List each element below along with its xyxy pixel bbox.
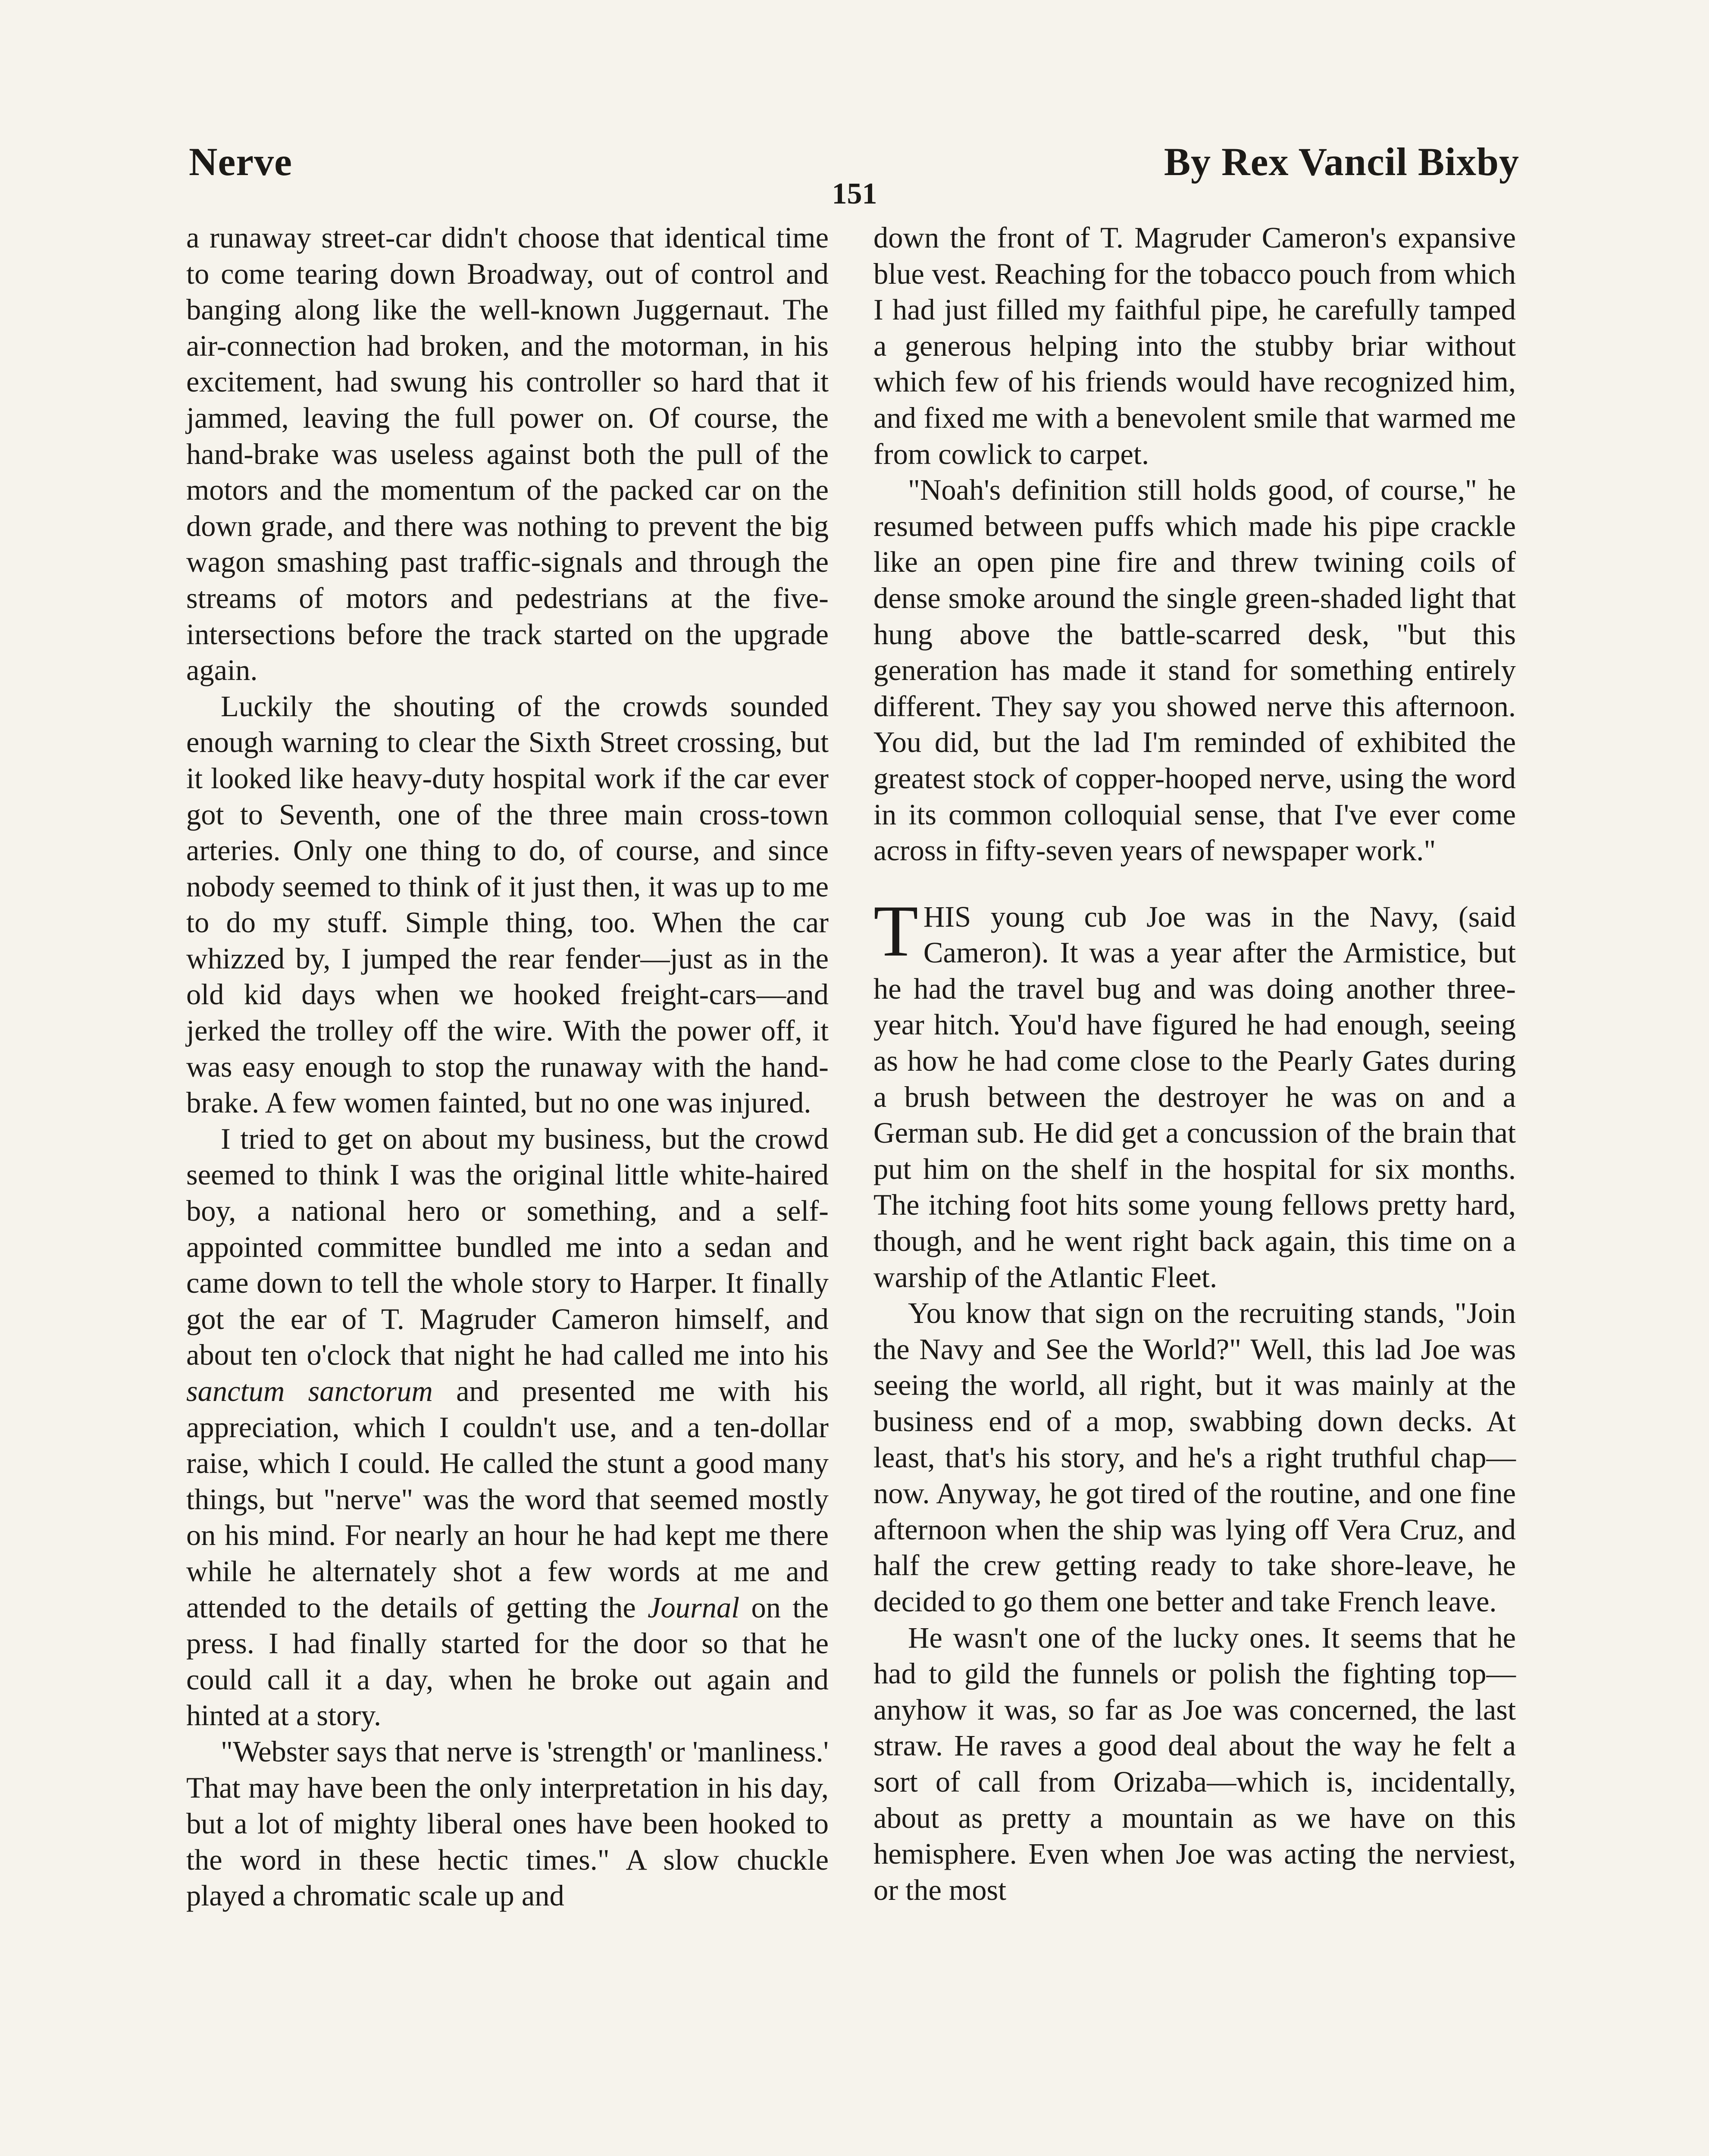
paragraph-text: young cub Joe was in the Navy, (said Cameron). It was a year after the Armistice, but he had the travel bug and was doing another three-year hitch. You'd have figured he had enough, seeing as how he had come close to the Pearly Gates during a brush between the destroyer he was on and a German sub. He did get a concussion of the brain that put him on the shelf in the hospital for six months. The itching foot hits some young fellows pretty hard, though, and he went right back again, this time on a warship of the Atlantic Fleet. — [873, 900, 1516, 1294]
author-byline: By Rex Vancil Bixby — [1164, 140, 1519, 184]
italic-phrase: Journal — [648, 1591, 740, 1624]
italic-phrase: sanctum sanctorum — [186, 1375, 433, 1407]
left-column — [186, 220, 829, 1914]
story-title: Nerve — [189, 140, 292, 184]
paragraph-text: and presented me with his appreciation, which I couldn't use, and a ten-dollar raise, which I could. He called the stunt a good many things, but "nerve" was the word that seemed mostly on his mind. For nearly an hour he had kept me there while he alternately shot a few words at me and attended to the details of getting the — [186, 1375, 829, 1624]
paragraph: You know that sign on the recruiting stands, "Join the Navy and See the World?" Well, this lad Joe was seeing the world, all right, but it was mainly at the business end of a mop, swabbing down decks. At least, that's his story, and he's a right truthful chap—now. Anyway, he got tired of the routine, and one fine afternoon when the ship was lying off Vera Cruz, and half the crew getting ready to take shore-leave, he decided to go them one better and take French leave. — [873, 1297, 1516, 1618]
paragraph-text: I tried to get on about my business, but the crowd seemed to think I was the original little white-haired boy, a national hero or something, and a self-appointed committee bundled me into a sedan and came down to tell the whole story to Harper. It finally got the ear of T. Magruder Cameron himself, and about ten o'clock that night he had called me into his — [186, 1122, 829, 1372]
right-column — [873, 220, 1516, 1908]
paragraph: Luckily the shouting of the crowds sounded enough warning to clear the Sixth Street crossing, but it looked like heavy-duty hospital work if the car ever got to Seventh, one of the three main cross-town arteries. Only one thing to do, of course, and since nobody seemed to think of it just then, it was up to me to do my stuff. Simple thing, too. When the car whizzed by, I jumped the rear fender—just as in the old kid days when we hooked freight-cars—and jerked the trolley off the wire. With the power off, it was easy enough to stop the runaway with the hand-brake. A few women fainted, but no one was injured. — [186, 689, 829, 1119]
paragraph — [186, 1121, 829, 1734]
small-caps-word: HIS — [923, 900, 971, 933]
paragraph: "Webster says that nerve is 'strength' or 'manliness.' That may have been the only interpretation in his day, but a lot of mighty liberal ones have been hooked to the word in these hectic times." A slow chuckle played a chromatic scale up and — [186, 1735, 829, 1912]
drop-cap: T — [873, 890, 918, 971]
page-number: 151 — [832, 177, 877, 210]
paragraph: down the front of T. Magruder Cameron's expansive blue vest. Reaching for the tobacco pouch from which I had just filled my faithful pipe, he carefully tamped a generous helping into the stubby briar without which few of his friends would have recognized him, and fixed me with a benevolent smile that warmed me from cowlick to carpet. — [873, 221, 1516, 470]
paragraph: a runaway street-car didn't choose that identical time to come tearing down Broadway, out of control and banging along like the well-known Juggernaut. The air-connection had broken, and the motorman, in his excitement, had swung his controller so hard that it jammed, leaving the full power on. Of course, the hand-brake was useless against both the pull of the motors and the momentum of the packed car on the down grade, and there was nothing to prevent the big wagon smashing past traffic-signals and through the streams of motors and pedestrians at the five-intersections before the track started on the upgrade again. — [186, 221, 829, 687]
paragraph: "Noah's definition still holds good, of course," he resumed between puffs which made his pipe crackle like an open pine fire and threw twining coils of dense smoke around the single green-shaded light that hung above the battle-scarred desk, "but this generation has made it stand for something entirely different. They say you showed nerve this afternoon. You did, but the lad I'm reminded of exhibited the greatest stock of copper-hooped nerve, using the word in its common colloquial sense, that I've ever come across in fifty-seven years of newspaper work." — [873, 473, 1516, 867]
section-start-paragraph — [873, 890, 1516, 1296]
paragraph: He wasn't one of the lucky ones. It seems that he had to gild the funnels or polish the fighting top—anyhow it was, so far as Joe was concerned, the last straw. He raves a good deal about the way he felt a sort of call from Orizaba—which is, incidentally, about as pretty a mountain as we have on this hemisphere. Even when Joe was acting the nerviest, or the most — [873, 1621, 1516, 1906]
paragraph-text: on the press. I had finally started for the door so that he could call it a day, when he broke out again and hinted at a story. — [186, 1591, 829, 1732]
